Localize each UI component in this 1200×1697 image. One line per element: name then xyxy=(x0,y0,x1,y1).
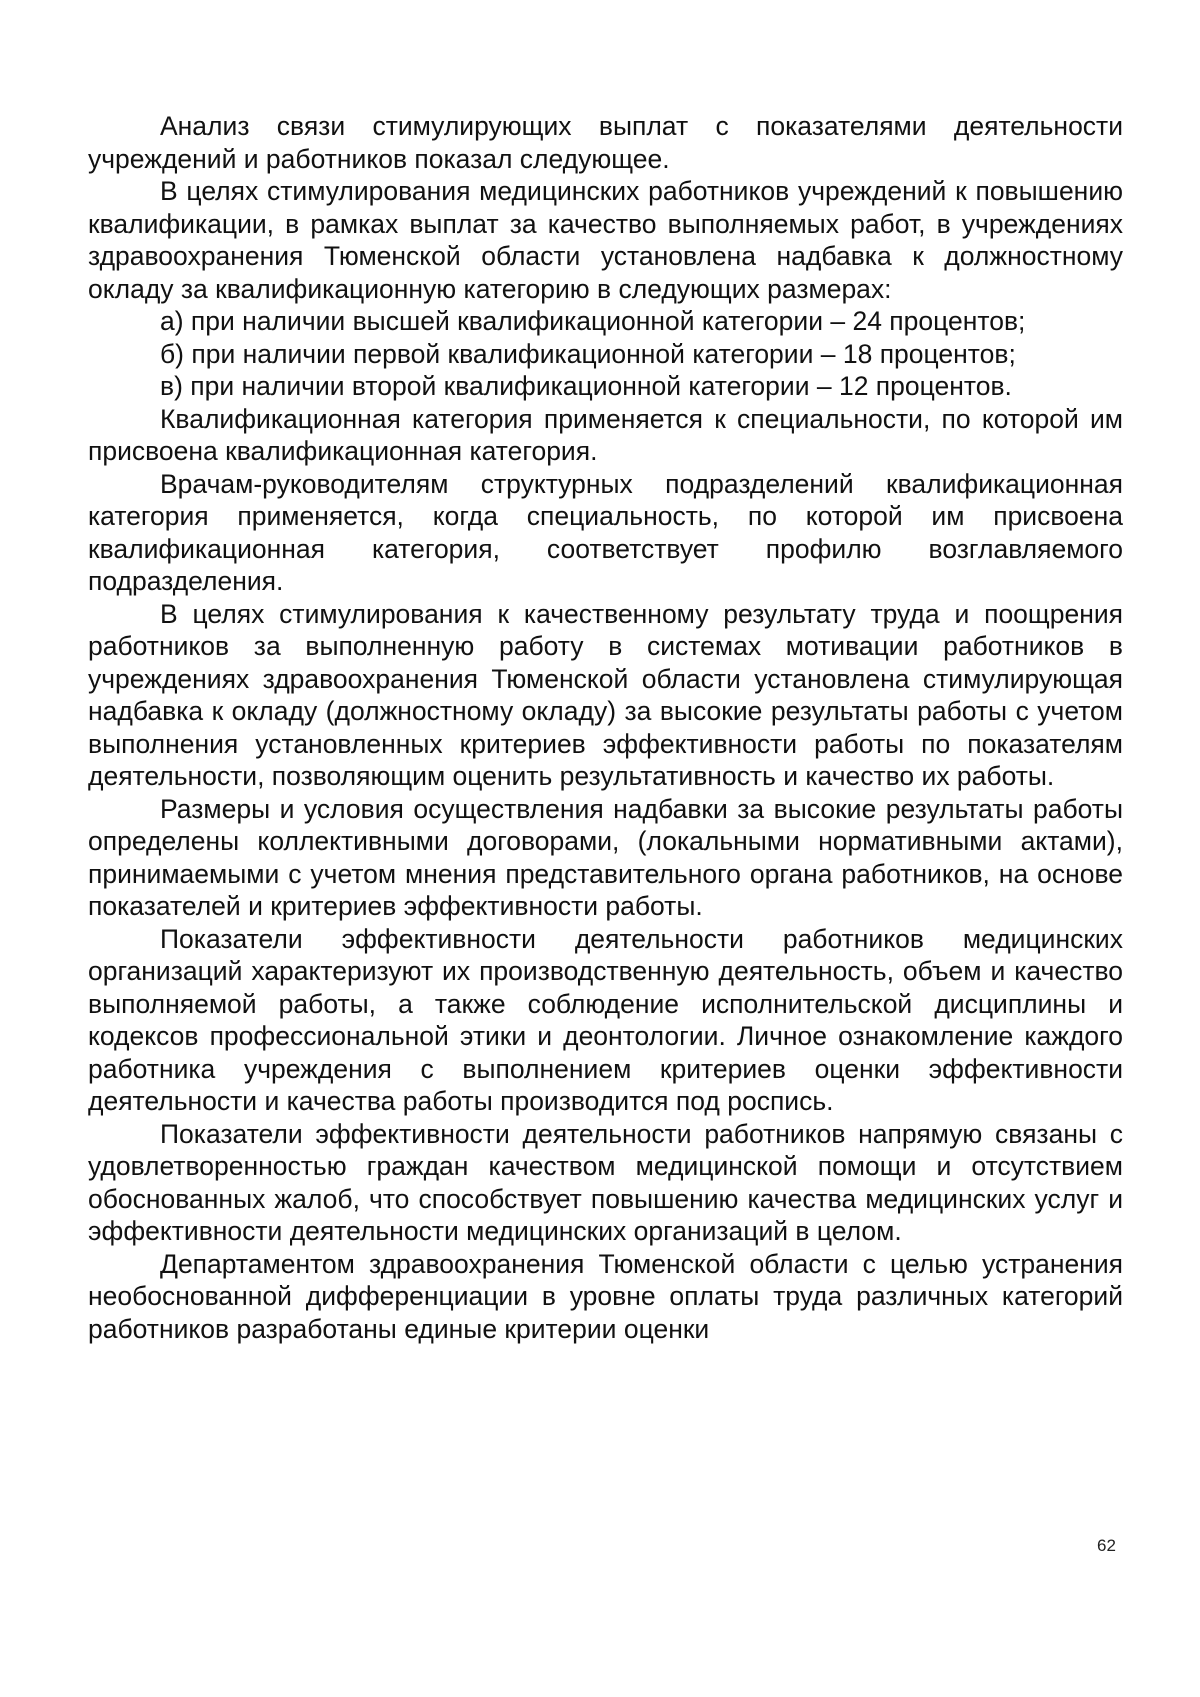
list-item-highest-category: а) при наличии высшей квалификационной категории – 24 процентов; xyxy=(160,306,1026,336)
page-number: 62 xyxy=(1097,1536,1116,1555)
list-item-first-category: б) при наличии первой квалификационной категории – 18 процентов; xyxy=(160,338,1016,369)
paragraph-category-application: Квалификационная категория применяется к специальности, по которой им присвоена квалификационная категория. xyxy=(88,403,1123,466)
paragraph-bonus-conditions: Размеры и условия осуществления надбавки за высокие результаты работы определены коллективными договорами, (локальными нормативными актами), принимаемыми с учетом мнения представительного органа работников, на основе показателей и критериев эффективности работы. xyxy=(88,793,1123,921)
paragraph-efficiency-indicators: Показатели эффективности деятельности работников медицинских организаций характеризуют их производственную деятельность, объем и качество выполняемой работы, а также соблюдение исполнительской дисциплины и кодексов профессиональной этики и деонтологии. Личное ознакомление каждого работника учреждения с выполнением критериев оценки эффективности деятельности и качества работы производится под роспись. xyxy=(88,923,1123,1116)
paragraph-intro: Анализ связи стимулирующих выплат с показателями деятельности учреждений и работников показал следующее. xyxy=(88,111,1123,174)
paragraph-citizen-satisfaction: Показатели эффективности деятельности работников напрямую связаны с удовлетворенностью граждан качеством медицинской помощи и отсутствием обоснованных жалоб, что способствует повышению качества медицинских услуг и эффективности деятельности медицинских организаций в целом. xyxy=(88,1118,1123,1246)
list-item-second-category: в) при наличии второй квалификационной категории – 12 процентов. xyxy=(160,371,1012,401)
paragraph-department-heads: Врачам-руководителям структурных подразделений квалификационная категория применяется, когда специальность, по которой им присвоена квалификационная категория, соответствует профилю возглавляемого подразделения. xyxy=(88,468,1123,596)
paragraph-performance-bonus: В целях стимулирования к качественному результату труда и поощрения работников за выполненную работу в системах мотивации работников в учреждениях здравоохранения Тюменской области установлена стимулирующая надбавка к окладу (должностному окладу) за высокие результаты работы с учетом выполнения установленных критериев эффективности работы по показателям деятельности, позволяющим оценить результативность и качество их работы. xyxy=(88,598,1123,791)
paragraph-qualification-bonus: В целях стимулирования медицинских работников учреждений к повышению квалификации, в рамках выплат за качество выполняемых работ, в учреждениях здравоохранения Тюменской области установлена надбавка к должностному окладу за квалификационную категорию в следующих размерах: xyxy=(88,176,1123,304)
paragraph-department-criteria: Департаментом здравоохранения Тюменской области с целью устранения необоснованной дифференциации в уровне оплаты труда различных категорий работников разработаны единые критерии оценки xyxy=(88,1248,1123,1344)
document-body xyxy=(88,110,1123,1345)
